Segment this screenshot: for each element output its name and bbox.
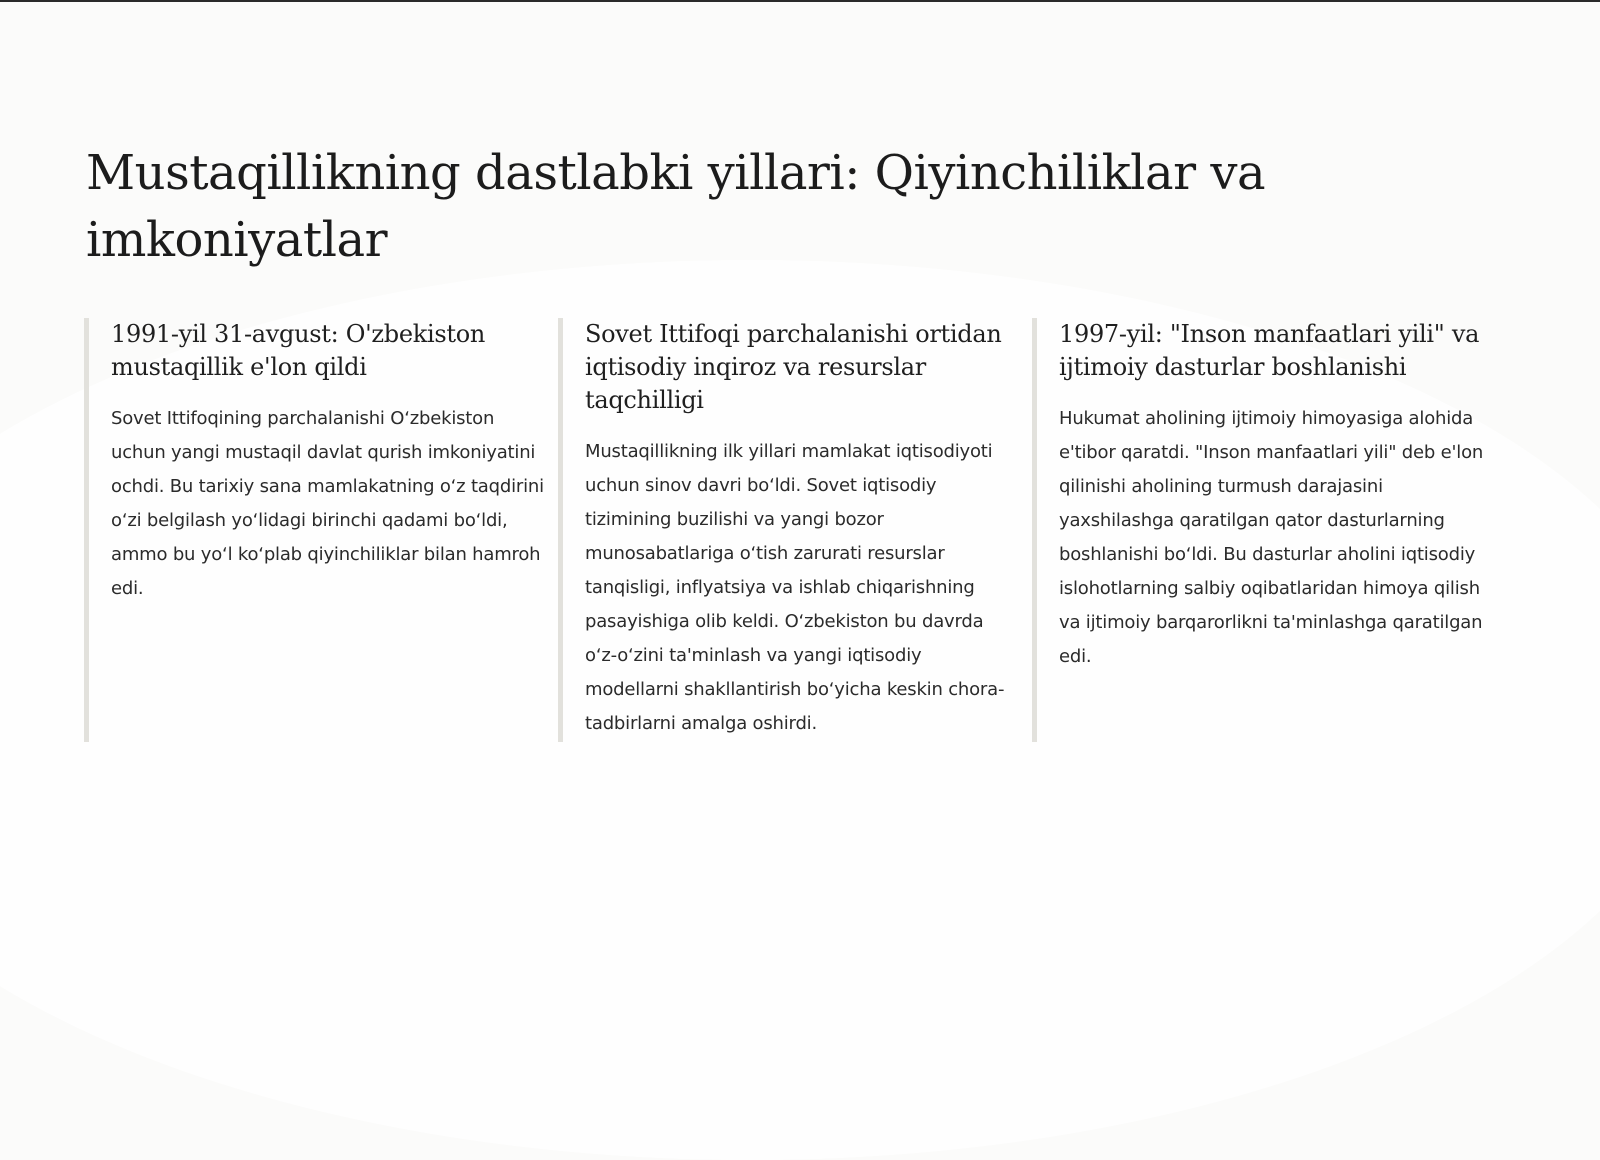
column-body: Hukumat aholining ijtimoiy himoyasiga alohida e'tibor qaratdi. "Inson manfaatlari yili" deb e'lon qilinishi aholining turmush darajasini yaxshilashga qaratilgan qator dasturlarning boshlanishi boʻldi. Bu dasturlar aholini iqtisodiy islohotlarning salbiy oqibatlaridan himoya qilish va ijtimoiy barqarorlikni ta'minlashga qaratilgan edi. (1059, 408, 1484, 667)
column-body: Sovet Ittifoqining parchalanishi Oʻzbekiston uchun yangi mustaqil davlat qurish imkoniyatini ochdi. Bu tarixiy sana mamlakatning oʻz taqdirini oʻzi belgilash yoʻlidagi birinchi qadami boʻldi, ammo bu yoʻl koʻplab qiyinchiliklar bilan hamroh edi. (111, 408, 544, 599)
column-economic-crisis (558, 318, 1018, 742)
slide-title: Mustaqillikning dastlabki yillari: Qiyinchiliklar va imkoniyatlar (86, 145, 1266, 268)
column-independence-declaration (84, 318, 544, 742)
top-border-rule (0, 0, 1600, 2)
column-title: 1997-yil: "Inson manfaatlari yili" va ijtimoiy dasturlar boshlanishi (1059, 320, 1480, 381)
column-title: 1991-yil 31-avgust: O'zbekiston mustaqillik e'lon qildi (111, 320, 486, 381)
column-human-interests-year (1032, 318, 1502, 742)
content-columns (84, 318, 1514, 742)
column-title: Sovet Ittifoqi parchalanishi ortidan iqtisodiy inqiroz va resurslar taqchilligi (585, 320, 1002, 414)
column-body: Mustaqillikning ilk yillari mamlakat iqtisodiyoti uchun sinov davri boʻldi. Sovet iqtisodiy tizimining buzilishi va yangi bozor munosabatlariga oʻtish zarurati resurslar tanqisligi, inflyatsiya va ishlab chiqarishning pasayishiga olib keldi. Oʻzbekiston bu davrda oʻz-oʻzini ta'minlash va yangi iqtisodiy modellarni shakllantirish boʻyicha keskin chora-tadbirlarni amalga oshirdi. (585, 441, 1005, 734)
